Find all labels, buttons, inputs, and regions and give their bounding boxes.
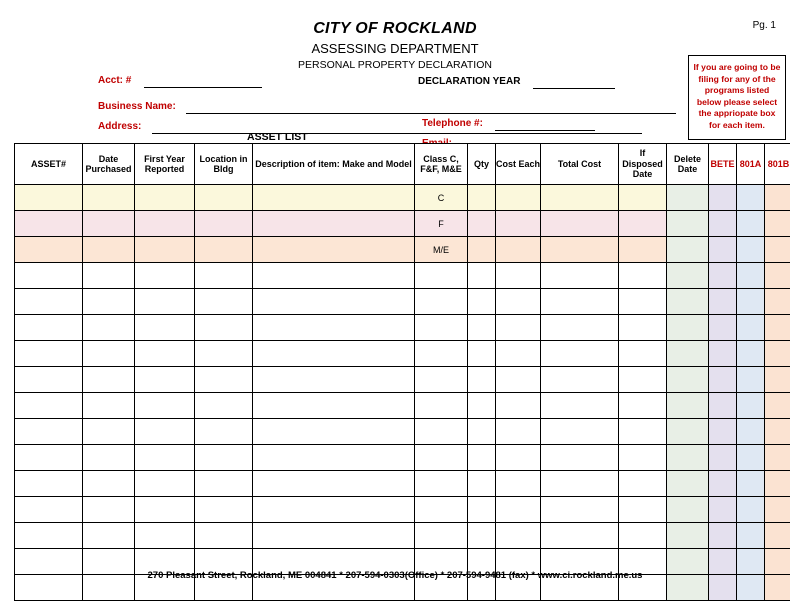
cell-asset-number[interactable] — [15, 237, 83, 263]
cell-bete[interactable] — [709, 471, 737, 497]
cell-first-year-reported[interactable] — [135, 471, 195, 497]
cell-description[interactable] — [253, 419, 415, 445]
cell-first-year-reported[interactable] — [135, 367, 195, 393]
cell-bete[interactable] — [709, 237, 737, 263]
cell-cost-each[interactable] — [496, 419, 541, 445]
cell-cost-each[interactable] — [496, 185, 541, 211]
cell-description[interactable] — [253, 315, 415, 341]
table-row[interactable] — [15, 211, 790, 237]
cell-delete-date[interactable] — [667, 263, 709, 289]
cell-location-in-bldg[interactable] — [195, 367, 253, 393]
cell-cost-each[interactable] — [496, 497, 541, 523]
cell-date-purchased[interactable] — [83, 237, 135, 263]
cell-801a[interactable] — [737, 419, 765, 445]
cell-cost-each[interactable] — [496, 523, 541, 549]
cell-cost-each[interactable] — [496, 341, 541, 367]
cell-qty[interactable] — [468, 185, 496, 211]
cell-class[interactable] — [415, 445, 468, 471]
cell-class[interactable] — [415, 263, 468, 289]
cell-if-disposed-date[interactable] — [619, 315, 667, 341]
cell-location-in-bldg[interactable] — [195, 497, 253, 523]
cell-cost-each[interactable] — [496, 237, 541, 263]
cell-location-in-bldg[interactable] — [195, 523, 253, 549]
cell-location-in-bldg[interactable] — [195, 211, 253, 237]
cell-description[interactable] — [253, 289, 415, 315]
cell-801b[interactable] — [765, 471, 790, 497]
cell-asset-number[interactable] — [15, 185, 83, 211]
table-header-row — [15, 144, 790, 185]
cell-if-disposed-date[interactable] — [619, 523, 667, 549]
department-title: ASSESSING DEPARTMENT — [311, 41, 479, 56]
cell-801b[interactable] — [765, 211, 790, 237]
table-row[interactable] — [15, 419, 790, 445]
cell-qty[interactable] — [468, 315, 496, 341]
cell-asset-number[interactable] — [15, 289, 83, 315]
cell-asset-number[interactable] — [15, 341, 83, 367]
cell-class[interactable] — [415, 393, 468, 419]
col-description: Description of item: Make and Model — [253, 144, 415, 185]
cell-801b[interactable] — [765, 445, 790, 471]
cell-bete[interactable] — [709, 263, 737, 289]
col-asset-number: ASSET# — [15, 144, 83, 185]
form-title: PERSONAL PROPERTY DECLARATION — [298, 59, 492, 71]
cell-location-in-bldg[interactable] — [195, 419, 253, 445]
cell-qty[interactable] — [468, 289, 496, 315]
cell-qty[interactable] — [468, 341, 496, 367]
cell-cost-each[interactable] — [496, 367, 541, 393]
cell-801b[interactable] — [765, 341, 790, 367]
cell-801a[interactable] — [737, 211, 765, 237]
cell-delete-date[interactable] — [667, 523, 709, 549]
cell-801a[interactable] — [737, 523, 765, 549]
cell-801a[interactable] — [737, 341, 765, 367]
cell-801b[interactable] — [765, 185, 790, 211]
cell-first-year-reported[interactable] — [135, 263, 195, 289]
table-row[interactable] — [15, 393, 790, 419]
declaration-year-row — [418, 71, 615, 89]
cell-qty[interactable] — [468, 419, 496, 445]
cell-if-disposed-date[interactable] — [619, 445, 667, 471]
cell-class[interactable] — [415, 523, 468, 549]
city-title: CITY OF ROCKLAND — [313, 20, 477, 37]
cell-date-purchased[interactable] — [83, 263, 135, 289]
cell-801b[interactable] — [765, 289, 790, 315]
cell-date-purchased[interactable] — [83, 393, 135, 419]
cell-if-disposed-date[interactable] — [619, 263, 667, 289]
cell-qty[interactable] — [468, 523, 496, 549]
cell-qty[interactable] — [468, 367, 496, 393]
cell-801a[interactable] — [737, 471, 765, 497]
cell-total-cost[interactable] — [541, 523, 619, 549]
page-number: Pg. 1 — [752, 20, 776, 31]
cell-class[interactable] — [415, 341, 468, 367]
cell-total-cost[interactable] — [541, 419, 619, 445]
cell-bete[interactable] — [709, 445, 737, 471]
cell-delete-date[interactable] — [667, 497, 709, 523]
cell-cost-each[interactable] — [496, 263, 541, 289]
cell-total-cost[interactable] — [541, 393, 619, 419]
cell-801b[interactable] — [765, 263, 790, 289]
table-row[interactable] — [15, 471, 790, 497]
cell-total-cost[interactable] — [541, 237, 619, 263]
cell-801b[interactable] — [765, 367, 790, 393]
cell-qty[interactable] — [468, 497, 496, 523]
cell-first-year-reported[interactable] — [135, 211, 195, 237]
table-row[interactable] — [15, 445, 790, 471]
cell-if-disposed-date[interactable] — [619, 237, 667, 263]
cell-date-purchased[interactable] — [83, 367, 135, 393]
cell-description[interactable] — [253, 367, 415, 393]
col-date-purchased: Date Purchased — [83, 144, 135, 185]
cell-if-disposed-date[interactable] — [619, 367, 667, 393]
cell-asset-number[interactable] — [15, 367, 83, 393]
cell-description[interactable] — [253, 211, 415, 237]
cell-location-in-bldg[interactable] — [195, 471, 253, 497]
cell-total-cost[interactable] — [541, 341, 619, 367]
cell-date-purchased[interactable] — [83, 211, 135, 237]
declaration-year-label: DECLARATION YEAR — [418, 76, 521, 87]
cell-location-in-bldg[interactable] — [195, 237, 253, 263]
telephone-row — [422, 113, 595, 131]
address-label: Address: — [98, 121, 142, 132]
col-qty: Qty — [468, 144, 496, 185]
cell-delete-date[interactable] — [667, 315, 709, 341]
cell-qty[interactable] — [468, 445, 496, 471]
telephone-label: Telephone #: — [422, 118, 483, 129]
asset-list-heading: ASSET LIST — [247, 131, 308, 143]
col-total-cost: Total Cost — [541, 144, 619, 185]
cell-delete-date[interactable] — [667, 185, 709, 211]
cell-801a[interactable] — [737, 315, 765, 341]
cell-location-in-bldg[interactable] — [195, 341, 253, 367]
cell-description[interactable] — [253, 497, 415, 523]
cell-801a[interactable] — [737, 445, 765, 471]
cell-801a[interactable] — [737, 185, 765, 211]
cell-total-cost[interactable] — [541, 315, 619, 341]
cell-801a[interactable] — [737, 263, 765, 289]
cell-date-purchased[interactable] — [83, 315, 135, 341]
cell-bete[interactable] — [709, 367, 737, 393]
cell-date-purchased[interactable] — [83, 497, 135, 523]
cell-qty[interactable] — [468, 263, 496, 289]
cell-801a[interactable] — [737, 367, 765, 393]
cell-bete[interactable] — [709, 315, 737, 341]
cell-asset-number[interactable] — [15, 445, 83, 471]
cell-location-in-bldg[interactable] — [195, 289, 253, 315]
cell-cost-each[interactable] — [496, 289, 541, 315]
cell-asset-number[interactable] — [15, 263, 83, 289]
cell-801b[interactable] — [765, 393, 790, 419]
cell-class[interactable] — [415, 289, 468, 315]
cell-801b[interactable] — [765, 523, 790, 549]
cell-first-year-reported[interactable] — [135, 419, 195, 445]
col-801b: 801B — [765, 144, 790, 185]
cell-date-purchased[interactable] — [83, 289, 135, 315]
cell-location-in-bldg[interactable] — [195, 185, 253, 211]
cell-date-purchased[interactable] — [83, 185, 135, 211]
cell-cost-each[interactable] — [496, 445, 541, 471]
form-header — [0, 20, 790, 71]
account-input[interactable] — [144, 76, 262, 88]
cell-801a[interactable] — [737, 289, 765, 315]
cell-class[interactable] — [415, 367, 468, 393]
cell-if-disposed-date[interactable] — [619, 471, 667, 497]
cell-first-year-reported[interactable] — [135, 289, 195, 315]
cell-cost-each[interactable] — [496, 471, 541, 497]
table-row[interactable] — [15, 315, 790, 341]
cell-qty[interactable] — [468, 237, 496, 263]
cell-first-year-reported[interactable] — [135, 237, 195, 263]
cell-location-in-bldg[interactable] — [195, 393, 253, 419]
cell-delete-date[interactable] — [667, 367, 709, 393]
cell-cost-each[interactable] — [496, 315, 541, 341]
table-row[interactable] — [15, 341, 790, 367]
footer-contact-line: 270 Pleasant Street, Rockland, ME 004841 * 207-594-0303(Office) * 207-594-9481 (fax) * www.ci.rockland.me.us — [147, 570, 643, 581]
cell-description[interactable] — [253, 185, 415, 211]
cell-class[interactable] — [415, 315, 468, 341]
telephone-input[interactable] — [495, 119, 595, 131]
cell-description[interactable] — [253, 393, 415, 419]
account-label: Acct: # — [98, 75, 132, 86]
cell-total-cost[interactable] — [541, 289, 619, 315]
cell-801a[interactable] — [737, 237, 765, 263]
col-delete-date: Delete Date — [667, 144, 709, 185]
cell-801a[interactable] — [737, 497, 765, 523]
cell-if-disposed-date[interactable] — [619, 419, 667, 445]
table-row[interactable] — [15, 367, 790, 393]
cell-description[interactable] — [253, 445, 415, 471]
cell-801b[interactable] — [765, 315, 790, 341]
cell-801b[interactable] — [765, 497, 790, 523]
cell-if-disposed-date[interactable] — [619, 393, 667, 419]
cell-first-year-reported[interactable] — [135, 185, 195, 211]
cell-date-purchased[interactable] — [83, 523, 135, 549]
cell-801b[interactable] — [765, 419, 790, 445]
cell-total-cost[interactable] — [541, 497, 619, 523]
cell-class[interactable] — [415, 419, 468, 445]
cell-first-year-reported[interactable] — [135, 341, 195, 367]
cell-total-cost[interactable] — [541, 185, 619, 211]
cell-asset-number[interactable] — [15, 471, 83, 497]
cell-cost-each[interactable] — [496, 393, 541, 419]
cell-asset-number[interactable] — [15, 393, 83, 419]
cell-if-disposed-date[interactable] — [619, 289, 667, 315]
cell-first-year-reported[interactable] — [135, 523, 195, 549]
cell-asset-number[interactable] — [15, 211, 83, 237]
cell-801b[interactable] — [765, 237, 790, 263]
cell-description[interactable] — [253, 523, 415, 549]
cell-if-disposed-date[interactable] — [619, 341, 667, 367]
cell-801a[interactable] — [737, 393, 765, 419]
asset-table-wrapper — [14, 143, 790, 601]
table-row[interactable] — [15, 523, 790, 549]
cell-bete[interactable] — [709, 497, 737, 523]
cell-delete-date[interactable] — [667, 445, 709, 471]
cell-description[interactable] — [253, 263, 415, 289]
cell-asset-number[interactable] — [15, 315, 83, 341]
cell-if-disposed-date[interactable] — [619, 497, 667, 523]
cell-total-cost[interactable] — [541, 263, 619, 289]
cell-total-cost[interactable] — [541, 471, 619, 497]
asset-table-body — [15, 185, 790, 601]
cell-bete[interactable] — [709, 341, 737, 367]
cell-first-year-reported[interactable] — [135, 445, 195, 471]
table-row[interactable] — [15, 237, 790, 263]
cell-first-year-reported[interactable] — [135, 393, 195, 419]
cell-class[interactable]: F — [415, 211, 468, 237]
cell-first-year-reported[interactable] — [135, 497, 195, 523]
cell-bete[interactable] — [709, 185, 737, 211]
col-bete: BETE — [709, 144, 737, 185]
cell-bete[interactable] — [709, 419, 737, 445]
cell-qty[interactable] — [468, 471, 496, 497]
col-location-in-bldg: Location in Bldg — [195, 144, 253, 185]
cell-asset-number[interactable] — [15, 497, 83, 523]
cell-cost-each[interactable] — [496, 211, 541, 237]
declaration-year-input[interactable] — [533, 77, 615, 89]
cell-bete[interactable] — [709, 393, 737, 419]
cell-delete-date[interactable] — [667, 341, 709, 367]
table-row[interactable] — [15, 263, 790, 289]
cell-location-in-bldg[interactable] — [195, 263, 253, 289]
cell-description[interactable] — [253, 237, 415, 263]
cell-total-cost[interactable] — [541, 367, 619, 393]
account-field-row — [98, 70, 262, 88]
table-row[interactable] — [15, 497, 790, 523]
program-notice-box: If you are going to be filing for any of the programs listed below please select the appriopate box for each item. — [688, 55, 786, 140]
col-if-disposed-date: If Disposed Date — [619, 144, 667, 185]
cell-date-purchased[interactable] — [83, 341, 135, 367]
cell-asset-number[interactable] — [15, 523, 83, 549]
cell-class[interactable] — [415, 497, 468, 523]
cell-bete[interactable] — [709, 211, 737, 237]
cell-total-cost[interactable] — [541, 445, 619, 471]
cell-if-disposed-date[interactable] — [619, 185, 667, 211]
cell-location-in-bldg[interactable] — [195, 315, 253, 341]
cell-qty[interactable] — [468, 393, 496, 419]
cell-first-year-reported[interactable] — [135, 315, 195, 341]
col-801a: 801A — [737, 144, 765, 185]
asset-table — [14, 143, 790, 601]
cell-delete-date[interactable] — [667, 419, 709, 445]
table-row[interactable] — [15, 289, 790, 315]
cell-class[interactable] — [415, 471, 468, 497]
cell-class[interactable]: M/E — [415, 237, 468, 263]
col-class: Class C, F&F, M&E — [415, 144, 468, 185]
business-name-row — [98, 96, 676, 114]
cell-total-cost[interactable] — [541, 211, 619, 237]
cell-date-purchased[interactable] — [83, 471, 135, 497]
cell-delete-date[interactable] — [667, 211, 709, 237]
col-cost-each: Cost Each — [496, 144, 541, 185]
cell-date-purchased[interactable] — [83, 419, 135, 445]
cell-asset-number[interactable] — [15, 419, 83, 445]
cell-qty[interactable] — [468, 211, 496, 237]
col-first-year-reported: First Year Reported — [135, 144, 195, 185]
cell-delete-date[interactable] — [667, 237, 709, 263]
cell-bete[interactable] — [709, 289, 737, 315]
cell-class[interactable]: C — [415, 185, 468, 211]
cell-delete-date[interactable] — [667, 393, 709, 419]
cell-delete-date[interactable] — [667, 471, 709, 497]
cell-location-in-bldg[interactable] — [195, 445, 253, 471]
cell-description[interactable] — [253, 471, 415, 497]
cell-delete-date[interactable] — [667, 289, 709, 315]
cell-description[interactable] — [253, 341, 415, 367]
cell-if-disposed-date[interactable] — [619, 211, 667, 237]
cell-date-purchased[interactable] — [83, 445, 135, 471]
business-name-label: Business Name: — [98, 101, 176, 112]
cell-bete[interactable] — [709, 523, 737, 549]
table-row[interactable] — [15, 185, 790, 211]
